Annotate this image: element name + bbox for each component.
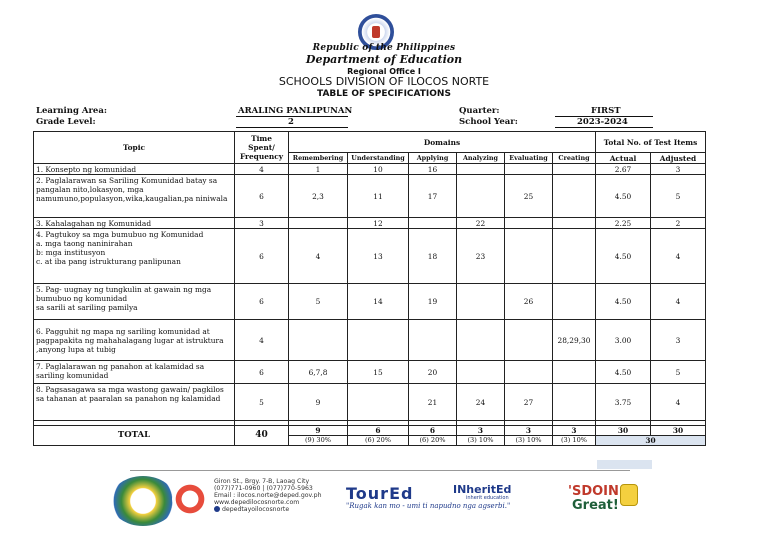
- actual-cell: 3.00: [596, 320, 651, 361]
- understanding-cell: [348, 320, 409, 361]
- topic-cell: 5. Pag- uugnay ng tungkulin at gawain ng mga bumubuo ng komunidad sa sarili at sariling pamilya: [34, 284, 235, 320]
- footer-tagline: "Rugak kan mo - umi ti napudno nga agserbi.": [346, 502, 511, 510]
- thumbs-up-icon: [620, 484, 638, 506]
- creating-cell: [553, 164, 596, 175]
- topic-cell: 1. Konsepto ng komunidad: [34, 164, 235, 175]
- inherited-logo: INheritEd: [453, 483, 512, 496]
- totals-row: [34, 426, 706, 436]
- grade-level-underline: [236, 127, 348, 128]
- evaluating-cell: 27: [505, 384, 553, 421]
- remembering-cell: 4: [289, 229, 348, 284]
- department-line: Department of Education: [305, 53, 463, 66]
- applying-cell: 19: [409, 284, 457, 320]
- analyzing-cell: 24: [457, 384, 505, 421]
- pct-understanding: (6) 20%: [348, 436, 409, 446]
- republic-line: Republic of the Philippines: [312, 43, 456, 53]
- total-applying: 6: [409, 426, 457, 436]
- analyzing-cell: [457, 164, 505, 175]
- deped-matatag-logo-icon: [172, 484, 208, 514]
- total-creating: 3: [553, 426, 596, 436]
- topic-cell: 4. Pagtukoy sa mga bumubuo ng Komunidad a. mga taong naninirahan b: mga institusyon c. at iba pang istrukturang panlipunan: [34, 229, 235, 284]
- evaluating-cell: 25: [505, 175, 553, 218]
- time-cell: 4: [235, 164, 289, 175]
- actual-cell: 4.50: [596, 229, 651, 284]
- understanding-cell: 11: [348, 175, 409, 218]
- learning-area-label: Learning Area:: [36, 106, 107, 116]
- remembering-cell: 2,3: [289, 175, 348, 218]
- actual-cell: 4.50: [596, 284, 651, 320]
- topic-cell: 6. Pagguhit ng mapa ng sariling komunidad at pagpapakita ng mahahalagang lugar at istruktura ,anyong lupa at tubig: [34, 320, 235, 361]
- time-cell: 6: [235, 229, 289, 284]
- school-year-label: School Year:: [459, 117, 518, 127]
- total-analyzing: 3: [457, 426, 505, 436]
- understanding-header: Understanding: [348, 153, 409, 164]
- applying-cell: [409, 218, 457, 229]
- evaluating-cell: [505, 320, 553, 361]
- division-line: SCHOOLS DIVISION OF ILOCOS NORTE: [278, 75, 490, 88]
- total-adjusted: 30: [651, 426, 706, 436]
- total-actual: 30: [596, 426, 651, 436]
- analyzing-cell: 23: [457, 229, 505, 284]
- inherited-subtitle: inherit education: [466, 495, 509, 501]
- domains-header: Domains: [289, 132, 596, 153]
- table-row: [34, 320, 706, 361]
- applying-cell: 18: [409, 229, 457, 284]
- remembering-cell: [289, 218, 348, 229]
- table-row: [34, 384, 706, 421]
- understanding-cell: 14: [348, 284, 409, 320]
- address-phone: (077)771-0960 | (077)770-5963: [214, 485, 313, 492]
- evaluating-header: Evaluating: [505, 153, 553, 164]
- pct-remembering: (9) 30%: [289, 436, 348, 446]
- school-year-value: 2023-2024: [577, 117, 628, 127]
- analyzing-cell: [457, 284, 505, 320]
- table-row: [34, 164, 706, 175]
- address-street: Giron St., Brgy. 7-B, Laoag City: [214, 478, 310, 485]
- analyzing-cell: 22: [457, 218, 505, 229]
- remembering-cell: 6,7,8: [289, 361, 348, 384]
- applying-cell: [409, 320, 457, 361]
- creating-cell: [553, 229, 596, 284]
- creating-cell: [553, 284, 596, 320]
- topic-header: Topic: [34, 132, 235, 164]
- facebook-icon: [214, 506, 220, 512]
- adjusted-cell: 5: [651, 175, 706, 218]
- pct-applying: (6) 20%: [409, 436, 457, 446]
- adjusted-cell: 4: [651, 229, 706, 284]
- learning-area-value: ARALING PANLIPUNAN: [238, 106, 353, 116]
- adjusted-cell: 3: [651, 320, 706, 361]
- creating-cell: [553, 218, 596, 229]
- toured-logo: TourEd: [346, 484, 414, 503]
- evaluating-cell: 26: [505, 284, 553, 320]
- table-row: [34, 361, 706, 384]
- understanding-cell: 13: [348, 229, 409, 284]
- time-cell: 6: [235, 361, 289, 384]
- adjusted-cell: 2: [651, 218, 706, 229]
- total-remembering: 9: [289, 426, 348, 436]
- applying-cell: 20: [409, 361, 457, 384]
- applying-cell: 21: [409, 384, 457, 421]
- time-cell: 5: [235, 384, 289, 421]
- actual-cell: 4.50: [596, 175, 651, 218]
- actual-cell: 2.67: [596, 164, 651, 175]
- total-understanding: 6: [348, 426, 409, 436]
- adjusted-cell: 3: [651, 164, 706, 175]
- time-header: Time Spent/ Frequency: [235, 132, 289, 164]
- great-logo: Great!: [572, 498, 619, 513]
- header-row-1: [34, 132, 706, 153]
- total-evaluating: 3: [505, 426, 553, 436]
- pct-creating: (3) 10%: [553, 436, 596, 446]
- understanding-cell: 10: [348, 164, 409, 175]
- analyzing-header: Analyzing: [457, 153, 505, 164]
- creating-cell: [553, 384, 596, 421]
- creating-cell: 28,29,30: [553, 320, 596, 361]
- creating-cell: [553, 175, 596, 218]
- topic-cell: 2. Paglalarawan sa Sariling Komunidad batay sa pangalan nito,lokasyon, mga namumuno,populasyon,wika,kaugalian,pa niniwala: [34, 175, 235, 218]
- remembering-cell: 9: [289, 384, 348, 421]
- address-website[interactable]: www.depedilocosnorte.com: [214, 499, 300, 506]
- table-row: [34, 218, 706, 229]
- table-row: [34, 284, 706, 320]
- grade-level-value: 2: [288, 117, 294, 127]
- shaded-strip: [597, 460, 652, 469]
- adjusted-cell: 4: [651, 284, 706, 320]
- pct-analyzing: (3) 10%: [457, 436, 505, 446]
- remembering-header: Remembering: [289, 153, 348, 164]
- grade-level-label: Grade Level:: [36, 117, 96, 127]
- evaluating-cell: [505, 229, 553, 284]
- footer-address: [214, 478, 322, 513]
- analyzing-cell: [457, 361, 505, 384]
- understanding-cell: 15: [348, 361, 409, 384]
- division-logo-icon: [110, 476, 176, 526]
- analyzing-cell: [457, 175, 505, 218]
- actual-header: Actual: [596, 153, 651, 164]
- topic-cell: 3. Kahalagahan ng Komunidad: [34, 218, 235, 229]
- evaluating-cell: [505, 361, 553, 384]
- actual-cell: 3.75: [596, 384, 651, 421]
- understanding-cell: [348, 384, 409, 421]
- time-cell: 6: [235, 175, 289, 218]
- topic-cell: 8. Pagsasagawa sa mga wastong gawain/ pagkilos sa tahanan at paaralan sa panahon ng kalamidad: [34, 384, 235, 421]
- adjusted-cell: 4: [651, 384, 706, 421]
- total-time: 40: [235, 426, 289, 446]
- document-title: TABLE OF SPECIFICATIONS: [317, 89, 451, 99]
- analyzing-cell: [457, 320, 505, 361]
- total-label: TOTAL: [34, 426, 235, 446]
- actual-cell: 4.50: [596, 361, 651, 384]
- applying-cell: 17: [409, 175, 457, 218]
- total-items-header: Total No. of Test Items: [596, 132, 706, 153]
- understanding-cell: 12: [348, 218, 409, 229]
- adjusted-cell: 5: [651, 361, 706, 384]
- creating-cell: [553, 361, 596, 384]
- footer-divider: [130, 470, 630, 471]
- creating-header: Creating: [553, 153, 596, 164]
- time-cell: 6: [235, 284, 289, 320]
- table-row: [34, 175, 706, 218]
- pct-evaluating: (3) 10%: [505, 436, 553, 446]
- table-row: [34, 229, 706, 284]
- applying-header: Applying: [409, 153, 457, 164]
- school-year-underline: [555, 127, 653, 128]
- adjusted-header: Adjusted: [651, 153, 706, 164]
- specifications-table: [33, 131, 706, 446]
- address-email: Email : ilocos.norte@deped.gov.ph: [214, 492, 322, 499]
- time-cell: 4: [235, 320, 289, 361]
- remembering-cell: 5: [289, 284, 348, 320]
- topic-cell: 7. Paglalarawan ng panahon at kalamidad sa sariling komunidad: [34, 361, 235, 384]
- time-cell: 3: [235, 218, 289, 229]
- facebook-handle: depedtayoilocosnorte: [221, 506, 290, 513]
- regional-office-line: Regional Office I: [347, 67, 421, 76]
- evaluating-cell: [505, 218, 553, 229]
- sdoin-logo: 'SDOIN: [568, 484, 619, 499]
- remembering-cell: 1: [289, 164, 348, 175]
- applying-cell: 16: [409, 164, 457, 175]
- pct-total: 30: [596, 436, 706, 446]
- address-facebook[interactable]: [214, 506, 322, 513]
- evaluating-cell: [505, 164, 553, 175]
- actual-cell: 2.25: [596, 218, 651, 229]
- quarter-label: Quarter:: [459, 106, 500, 116]
- quarter-value: FIRST: [591, 106, 621, 116]
- remembering-cell: [289, 320, 348, 361]
